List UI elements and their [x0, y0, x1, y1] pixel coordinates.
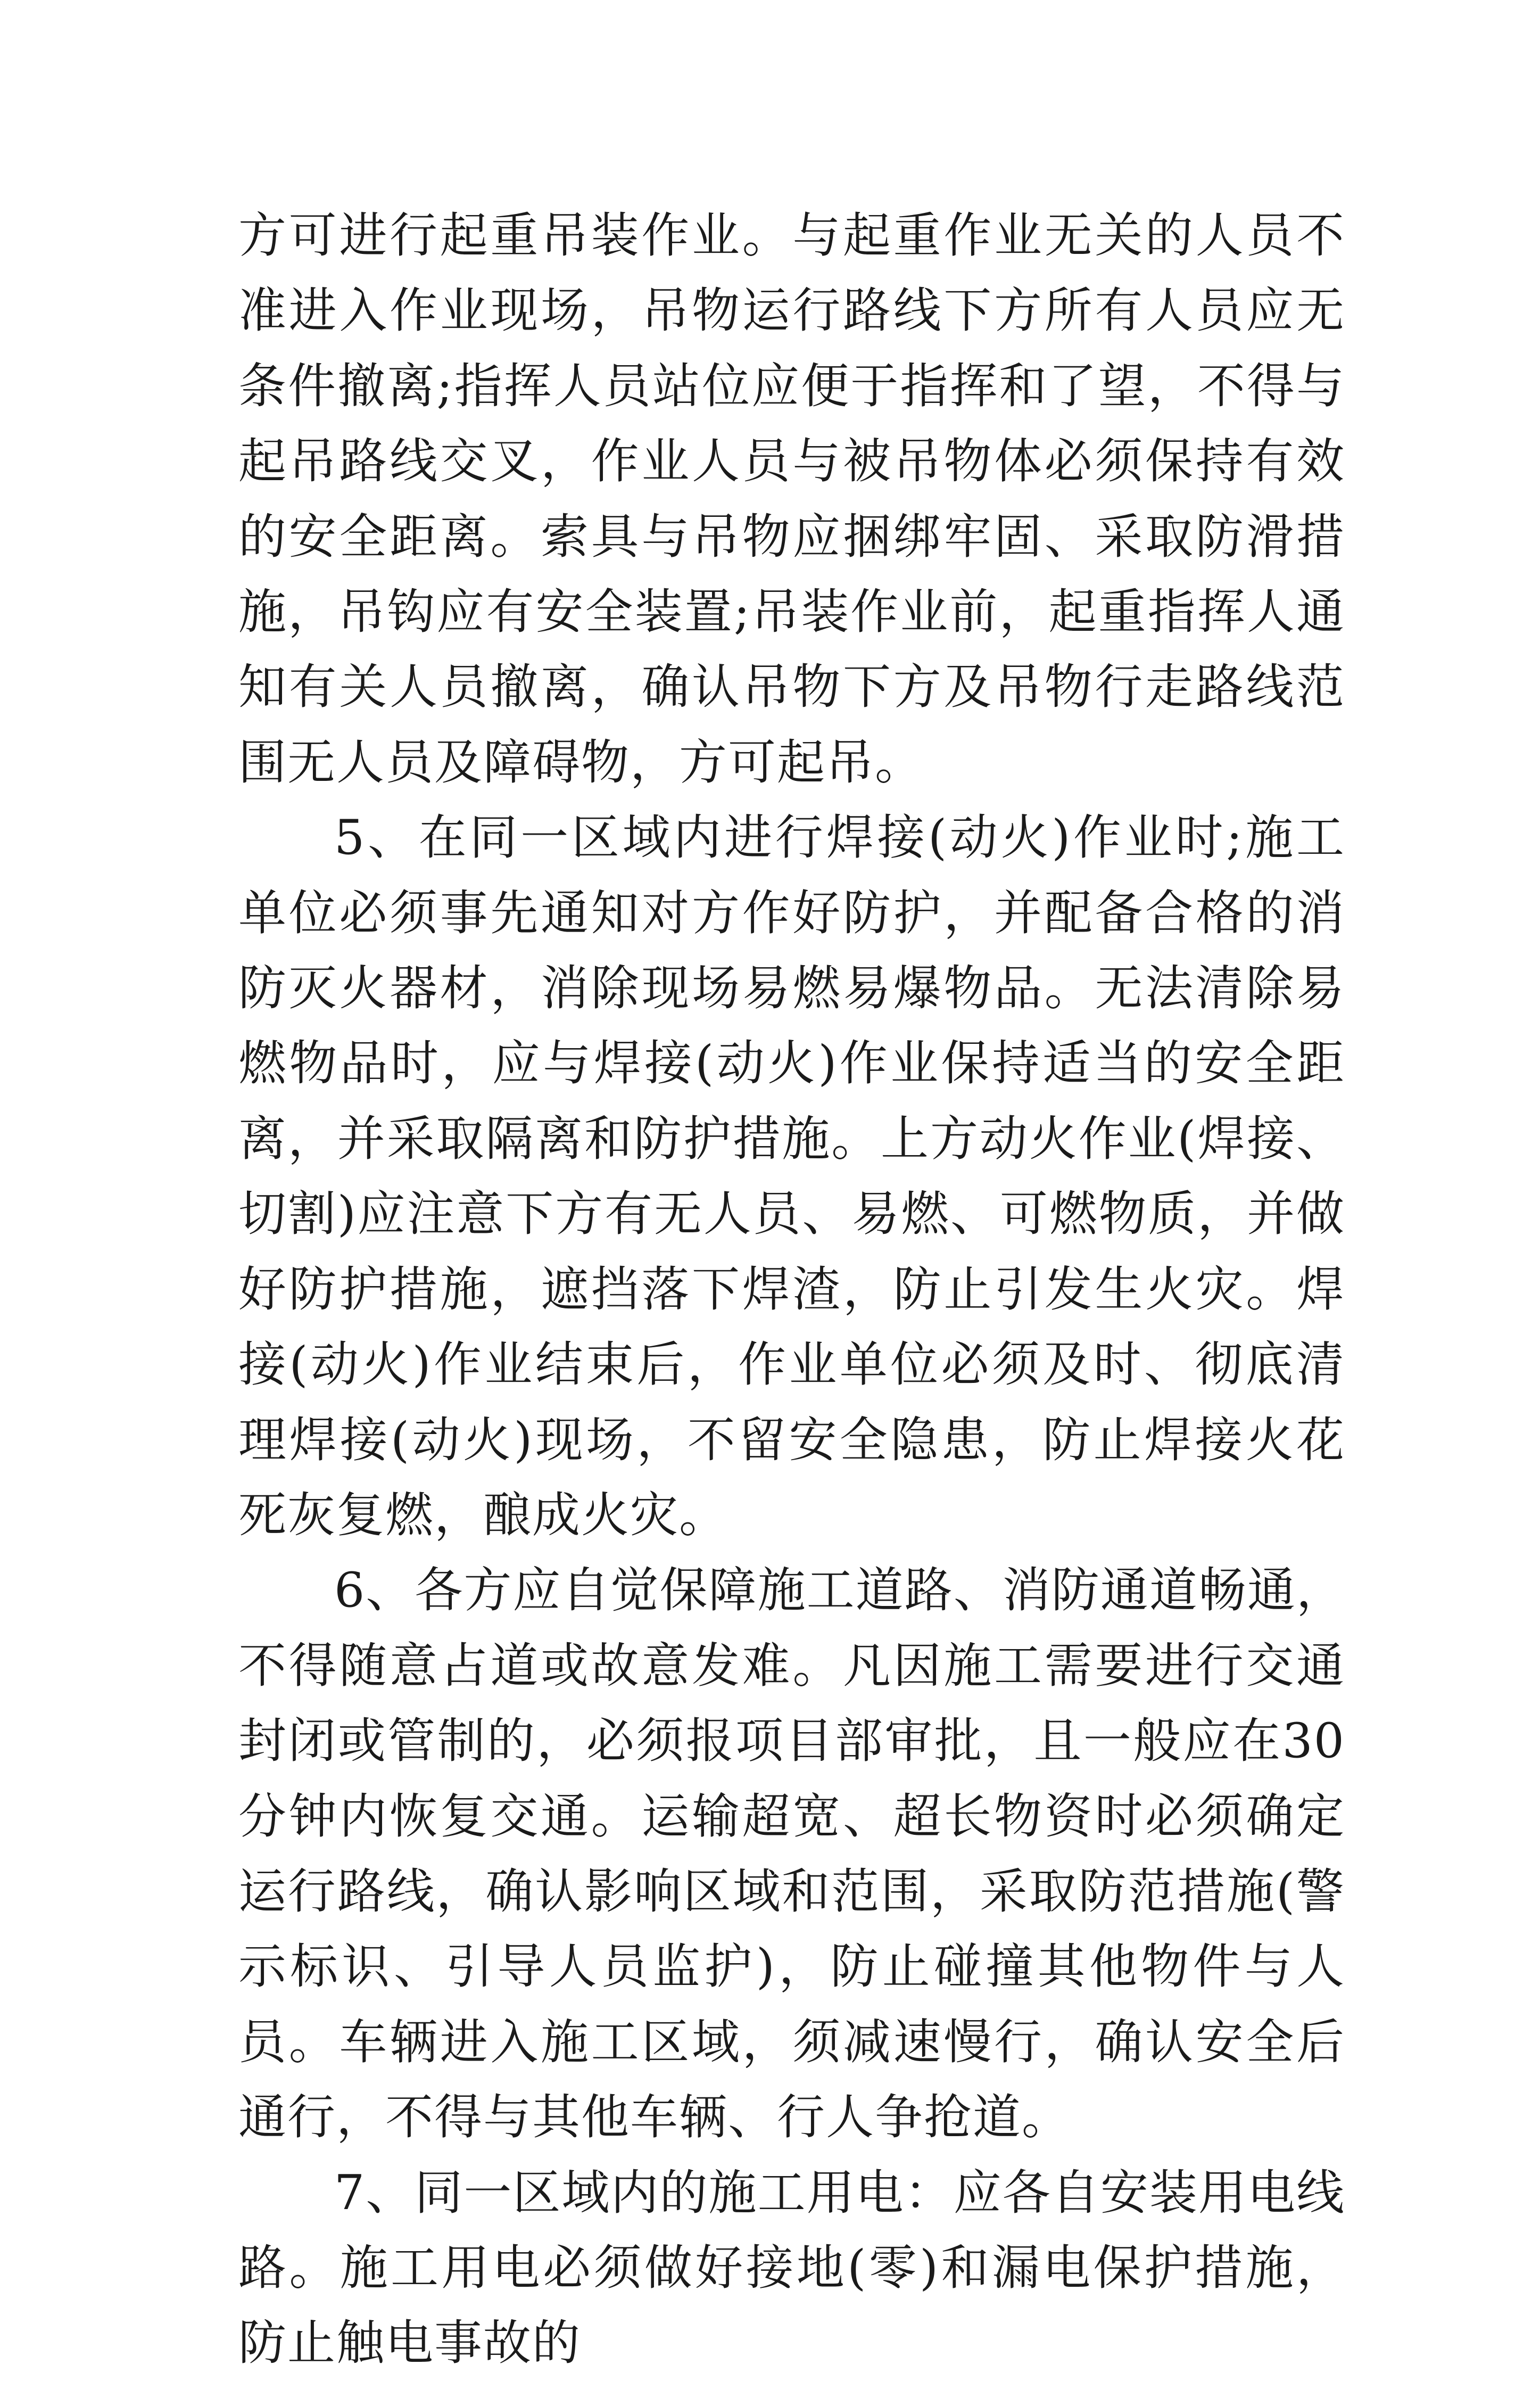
- document-body: [238, 198, 1345, 2381]
- paragraph-item-5: 5、在同一区域内进行焊接(动火)作业时;施工单位必须事先通知对方作好防护，并配备合格的消防灭火器材，消除现场易燃易爆物品。无法清除易燃物品时，应与焊接(动火)作业保持适当的安全距离，并采取隔离和防护措施。上方动火作业(焊接、切割)应注意下方有无人员、易燃、可燃物质，并做好防护措施，遮挡落下焊渣，防止引发生火灾。焊接(动火)作业结束后，作业单位必须及时、彻底清理焊接(动火)现场，不留安全隐患，防止焊接火花死灰复燃，酿成火灾。: [238, 810, 1345, 1543]
- paragraph-item-6: 6、各方应自觉保障施工道路、消防通道畅通，不得随意占道或故意发难。凡因施工需要进行交通封闭或管制的，必须报项目部审批，且一般应在30分钟内恢复交通。运输超宽、超长物资时必须确定运行路线，确认影响区域和范围，采取防范措施(警示标识、引导人员监护)，防止碰撞其他物件与人员。车辆进入施工区域，须减速慢行，确认安全后通行，不得与其他车辆、行人争抢道。: [238, 1562, 1345, 2146]
- paragraph-continuation: 方可进行起重吊装作业。与起重作业无关的人员不准进入作业现场，吊物运行路线下方所有人员应无条件撤离;指挥人员站位应便于指挥和了望，不得与起吊路线交叉，作业人员与被吊物体必须保持有效的安全距离。索具与吊物应捆绑牢固、采取防滑措施，吊钩应有安全装置;吊装作业前，起重指挥人通知有关人员撤离，确认吊物下方及吊物行走路线范围无人员及障碍物，方可起吊。: [238, 208, 1345, 790]
- paragraph-item-7: 7、同一区域内的施工用电：应各自安装用电线路。施工用电必须做好接地(零)和漏电保护措施，防止触电事故的: [238, 2164, 1345, 2371]
